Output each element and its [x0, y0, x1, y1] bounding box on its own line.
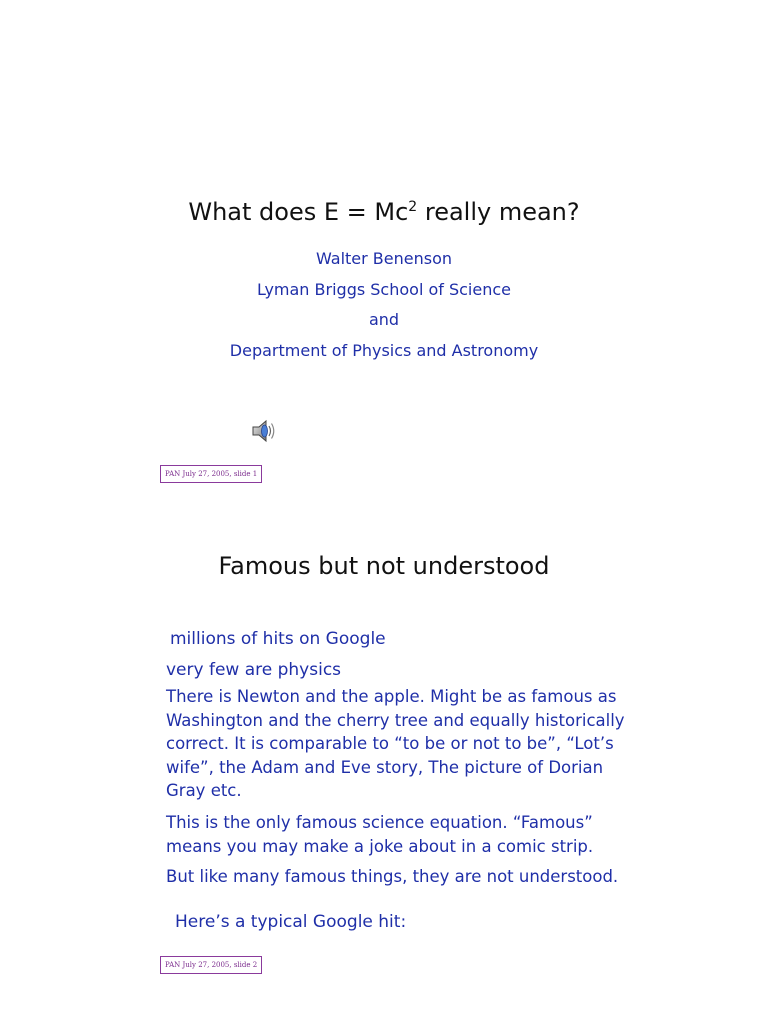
google-hit-intro: Here’s a typical Google hit: — [175, 912, 407, 932]
speaker-icon[interactable] — [251, 418, 277, 444]
affiliation-conjunction: and — [368, 310, 400, 329]
slide-1-title: What does $E = Mc^2$ really mean? — [188, 198, 580, 226]
paragraph-not-understood: But like many famous things, they are not understood. — [166, 867, 619, 886]
slide-2-title: Famous but not understood — [218, 552, 550, 580]
paragraph-famous-equation: This is the only famous science equation. “Famous” means you may make a joke about in a comic strip. — [166, 813, 594, 856]
author-name: Walter Benenson — [315, 249, 453, 268]
paragraph-newton: There is Newton and the apple. Might be as famous as Washington and the cherry tree and equally historically correct. It is comparable to “to be or not to be”, “Lot’s wife”, the Adam and Eve story, The picture of Dorian Gray etc. — [166, 687, 625, 800]
affiliation-department: Department of Physics and Astronomy — [229, 341, 539, 360]
slide-1-footer: PAN July 27, 2005, slide 1 — [160, 465, 262, 483]
affiliation-school: Lyman Briggs School of Science — [257, 280, 511, 299]
speaker-icon-graphic — [251, 418, 277, 444]
exponent: 2 — [408, 199, 418, 215]
bullet-physics-hits: very few are physics — [166, 660, 342, 680]
bullet-google-hits: millions of hits on Google — [170, 629, 386, 649]
slide-2-footer: PAN July 27, 2005, slide 2 — [160, 956, 262, 974]
